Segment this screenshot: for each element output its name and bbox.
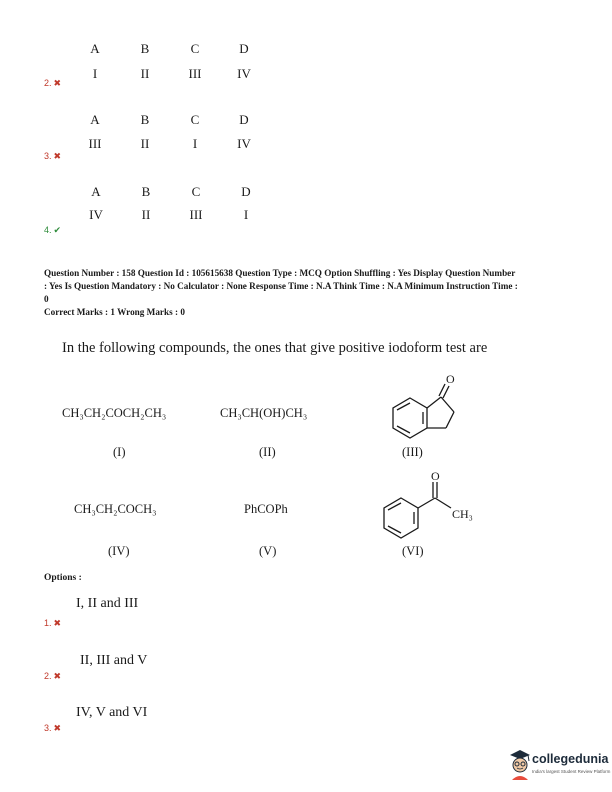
compound-label-3: (III)	[402, 445, 423, 459]
grid-value: IV	[237, 136, 251, 151]
grid-value: II	[140, 66, 150, 81]
option-number-text: 2.	[44, 78, 52, 88]
compound-formula-1: CH₃CH₂COCH₂CH₃	[62, 406, 167, 420]
option-3-number	[44, 723, 61, 734]
grid-header: D	[239, 41, 249, 56]
grid-value: IV	[237, 66, 251, 81]
wrong-mark-icon: ✖	[53, 671, 62, 681]
question-meta	[44, 267, 584, 319]
grid-value: II	[140, 136, 150, 151]
check-mark-icon: ✔	[53, 225, 62, 235]
question-text: In the following compounds, the ones that give positive iodoform test are	[62, 340, 488, 356]
option-3-text[interactable]: IV, V and VI	[76, 705, 148, 720]
options-heading: Options :	[44, 573, 82, 583]
grid-header: D	[241, 184, 251, 199]
option-number-text: 1.	[44, 618, 52, 628]
grid-header: C	[190, 112, 200, 127]
grid-value: I	[92, 66, 98, 81]
meta-line-3: 0	[44, 294, 49, 304]
compound-label-2: (II)	[259, 445, 276, 459]
grid-header: A	[90, 41, 100, 56]
grid-value: I	[243, 207, 249, 222]
wrong-mark-icon: ✖	[53, 151, 62, 161]
marks-line: Correct Marks : 1 Wrong Marks : 0	[44, 307, 185, 317]
option-2-text[interactable]: II, III and V	[80, 653, 148, 668]
compound-label-5: (V)	[259, 544, 277, 558]
option-1-text[interactable]: I, II and III	[76, 596, 139, 611]
grid-value: I	[192, 136, 198, 151]
oxygen-label: O	[446, 372, 455, 386]
grid-value: III	[188, 66, 202, 81]
option-1-number	[44, 618, 61, 629]
grid-header: D	[239, 112, 249, 127]
acetophenone-structure	[378, 468, 488, 543]
compound-formula-5: PhCOPh	[244, 502, 288, 516]
compound-label-1: (I)	[113, 445, 126, 459]
grid-value: III	[88, 136, 102, 151]
option-number	[44, 225, 61, 236]
mascot-icon	[508, 748, 532, 780]
option-number-text: 3.	[44, 151, 52, 161]
wrong-mark-icon: ✖	[53, 723, 62, 733]
option-number-text: 4.	[44, 225, 52, 235]
grid-header: C	[191, 184, 201, 199]
grid-header: B	[141, 184, 151, 199]
option-number-text: 3.	[44, 723, 52, 733]
wrong-mark-icon: ✖	[53, 618, 62, 628]
indanone-structure	[382, 370, 472, 445]
meta-line-1: Question Number : 158 Question Id : 105615638 Question Type : MCQ Option Shuffling : Yes Display Question Number	[44, 268, 516, 278]
oxygen-label: O	[431, 469, 440, 483]
grid-header: B	[140, 112, 150, 127]
grid-header: A	[91, 184, 101, 199]
meta-line-2: : Yes Is Question Mandatory : No Calculator : None Response Time : N.A Think Time : N.A Minimum Instruction Time :	[44, 281, 518, 291]
option-number	[44, 78, 61, 89]
methyl-label: CH₃	[452, 507, 473, 521]
compound-formula-2: CH₃CH(OH)CH₃	[220, 406, 308, 420]
grid-header: B	[140, 41, 150, 56]
option-number	[44, 151, 61, 162]
wrong-mark-icon: ✖	[53, 78, 62, 88]
grid-value: II	[141, 207, 151, 222]
compound-formula-4: CH₃CH₂COCH₃	[74, 502, 157, 516]
option-2-number	[44, 671, 61, 682]
grid-header: A	[90, 112, 100, 127]
collegedunia-logo[interactable]	[508, 746, 611, 786]
grid-value: III	[189, 207, 203, 222]
option-number-text: 2.	[44, 671, 52, 681]
grid-header: C	[190, 41, 200, 56]
logo-tagline: India's largest Student Review Platform	[532, 769, 611, 774]
grid-value: IV	[89, 207, 103, 222]
logo-name: collegedunia	[532, 752, 609, 766]
compound-label-6: (VI)	[402, 544, 424, 558]
compound-label-4: (IV)	[108, 544, 130, 558]
